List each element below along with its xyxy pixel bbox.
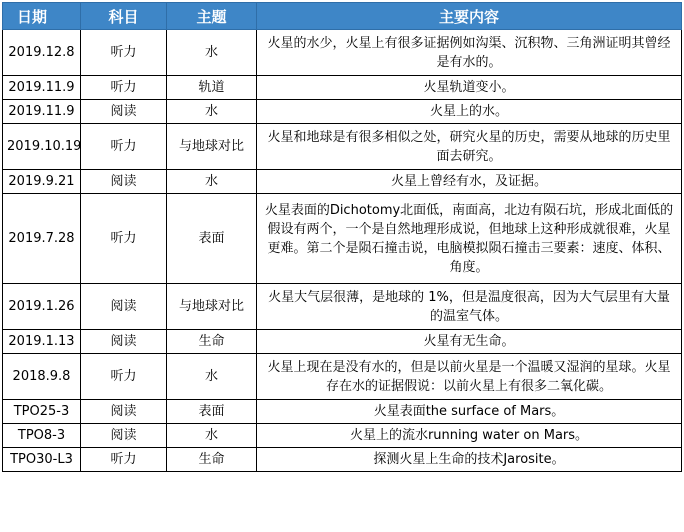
- cell-subject: 听力: [81, 30, 167, 76]
- table-row: [3, 76, 682, 100]
- table-row: [3, 100, 682, 124]
- cell-subject: 听力: [81, 194, 167, 284]
- cell-content: 火星和地球是有很多相似之处，研究火星的历史，需要从地球的历史里面去研究。: [257, 124, 682, 170]
- cell-date: 2018.9.8: [3, 354, 81, 400]
- header-row: [3, 3, 682, 30]
- table-row: [3, 170, 682, 194]
- cell-date: TPO25-3: [3, 400, 81, 424]
- cell-date: 2019.12.8: [3, 30, 81, 76]
- header-topic: 主题: [167, 3, 257, 30]
- cell-topic: 水: [167, 424, 257, 448]
- cell-subject: 听力: [81, 354, 167, 400]
- cell-content: 火星上的水。: [257, 100, 682, 124]
- header-date: 日期: [3, 3, 81, 30]
- cell-subject: 听力: [81, 124, 167, 170]
- cell-content: 火星轨道变小。: [257, 76, 682, 100]
- cell-subject: 阅读: [81, 100, 167, 124]
- cell-subject: 阅读: [81, 424, 167, 448]
- cell-date: 2019.11.9: [3, 76, 81, 100]
- cell-content: 火星上的流水running water on Mars。: [257, 424, 682, 448]
- cell-content: 探测火星上生命的技术Jarosite。: [257, 448, 682, 472]
- cell-subject: 阅读: [81, 400, 167, 424]
- cell-topic: 表面: [167, 400, 257, 424]
- cell-subject: 阅读: [81, 330, 167, 354]
- table-row: [3, 30, 682, 76]
- table-row: [3, 124, 682, 170]
- cell-topic: 表面: [167, 194, 257, 284]
- cell-content: 火星有无生命。: [257, 330, 682, 354]
- cell-topic: 生命: [167, 330, 257, 354]
- table-row: [3, 448, 682, 472]
- cell-date: 2019.1.26: [3, 284, 81, 330]
- cell-date: 2019.11.9: [3, 100, 81, 124]
- table-row: [3, 330, 682, 354]
- cell-content: 火星上现在是没有水的，但是以前火星是一个温暖又湿润的星球。火星存在水的证据假说：以前火星上有很多二氧化碳。: [257, 354, 682, 400]
- cell-content: 火星表面的Dichotomy北面低，南面高，北边有陨石坑，形成北面低的假设有两个，一个是自然地理形成说，但地球上这种形成就很难，火星更难。第二个是陨石撞击说，电脑模拟陨石撞击三要素：速度、体积、角度。: [257, 194, 682, 284]
- cell-topic: 与地球对比: [167, 284, 257, 330]
- table-row: [3, 284, 682, 330]
- cell-date: 2019.7.28: [3, 194, 81, 284]
- cell-content: 火星上曾经有水，及证据。: [257, 170, 682, 194]
- cell-date: TPO30-L3: [3, 448, 81, 472]
- mars-topics-table: [2, 2, 682, 472]
- cell-subject: 听力: [81, 76, 167, 100]
- cell-subject: 听力: [81, 448, 167, 472]
- cell-date: 2019.9.21: [3, 170, 81, 194]
- cell-topic: 水: [167, 354, 257, 400]
- table-row: [3, 194, 682, 284]
- cell-date: 2019.1.13: [3, 330, 81, 354]
- cell-date: 2019.10.19: [3, 124, 81, 170]
- cell-content: 火星的水少，火星上有很多证据例如沟渠、沉积物、三角洲证明其曾经是有水的。: [257, 30, 682, 76]
- cell-subject: 阅读: [81, 170, 167, 194]
- cell-topic: 水: [167, 30, 257, 76]
- table-row: [3, 424, 682, 448]
- header-subject: 科目: [81, 3, 167, 30]
- table-row: [3, 400, 682, 424]
- header-content: 主要内容: [257, 3, 682, 30]
- table-row: [3, 354, 682, 400]
- cell-subject: 阅读: [81, 284, 167, 330]
- cell-content: 火星大气层很薄，是地球的 1%，但是温度很高，因为大气层里有大量的温室气体。: [257, 284, 682, 330]
- cell-topic: 与地球对比: [167, 124, 257, 170]
- cell-topic: 水: [167, 170, 257, 194]
- cell-content: 火星表面the surface of Mars。: [257, 400, 682, 424]
- cell-topic: 水: [167, 100, 257, 124]
- cell-topic: 生命: [167, 448, 257, 472]
- cell-date: TPO8-3: [3, 424, 81, 448]
- cell-topic: 轨道: [167, 76, 257, 100]
